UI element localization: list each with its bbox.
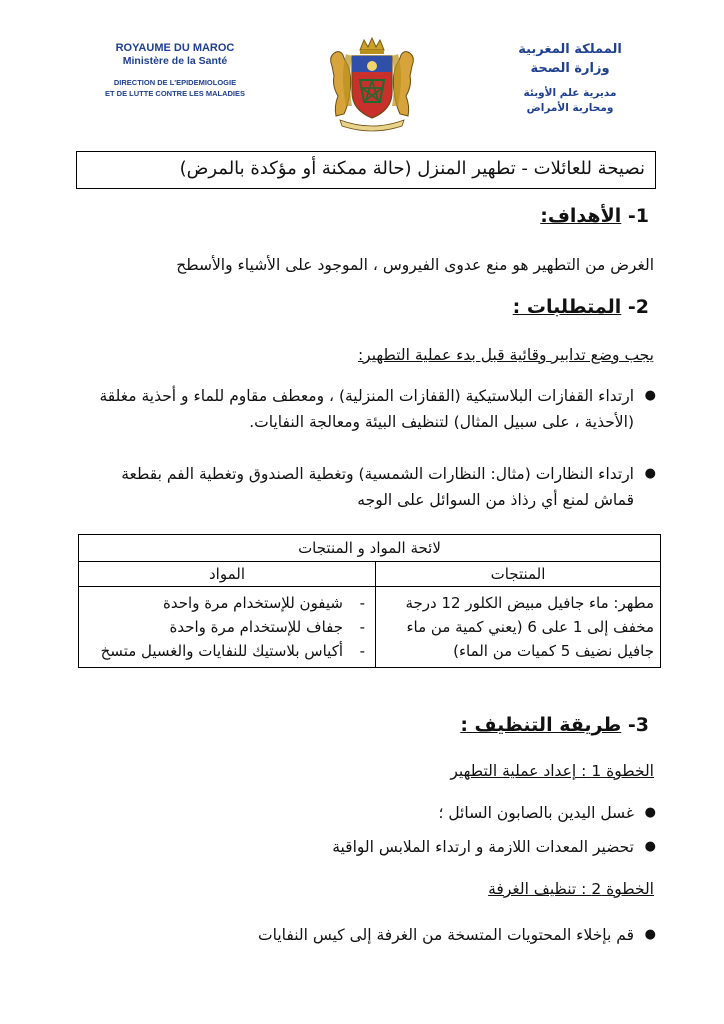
header-fr-direction-2: ET DE LUTTE CONTRE LES MALADIES (104, 89, 245, 98)
bullet-icon: ● (644, 466, 656, 481)
table-header-products: المنتجات (376, 562, 661, 587)
table-cell-materials (79, 587, 376, 668)
section-1-number: 1- (627, 205, 649, 227)
header-ar-direction-1: مديرية علم الأوبئة (523, 87, 617, 99)
section-3-title: طريقة التنظيف : (460, 714, 622, 736)
bullet-text: غسل اليدين بالصابون السائل ؛ (438, 804, 634, 822)
list-item (80, 922, 658, 948)
list-item (80, 800, 658, 826)
bullet-icon: ● (644, 927, 656, 942)
bullet-text: ارتداء القفازات البلاستيكية (القفازات المنزلية) ، ومعطف مقاوم للماء و أحذية مغلقة (الأحذية ، على سبيل المثال) لتنظيف البيئة ومعالجة النفايات. (99, 387, 634, 431)
section-1-heading (540, 205, 649, 227)
section-1-text: الغرض من التطهير هو منع عدوى الفيروس ، الموجود على الأشياء والأسطح (176, 256, 654, 274)
section-2-number: 2- (627, 296, 649, 318)
bullet-icon: ● (644, 388, 656, 403)
header-french (80, 42, 270, 99)
material-item: شيفون للإستخدام مرة واحدة (163, 594, 343, 612)
material-item: جفاف للإستخدام مرة واحدة (169, 618, 343, 636)
list-item (80, 834, 658, 860)
materials-products-table (78, 534, 661, 668)
list-item (80, 383, 658, 435)
bullet-text: تحضير المعدات اللازمة و ارتداء الملابس الواقية (332, 838, 634, 856)
header-fr-ministry: Ministère de la Santé (122, 55, 228, 67)
header-arabic (500, 40, 640, 116)
table-title: لائحة المواد و المنتجات (79, 535, 661, 562)
table-row (85, 615, 369, 639)
table-cell-products: مطهر: ماء جافيل مبيض الكلور 12 درجة مخفف إلى 1 على 6 (يعني كمية من ماء جافيل نضيف 5 كميات من الماء) (376, 587, 661, 668)
document-title-box (76, 151, 656, 189)
header-ar-ministry: وزارة الصحة (530, 61, 610, 76)
section-2-heading (513, 296, 649, 318)
dash-marker: - (359, 594, 365, 612)
dash-marker: - (359, 642, 365, 660)
header-ar-direction-2: ومحاربة الأمراض (526, 102, 614, 114)
bullet-text: قم بإخلاء المحتويات المتسخة من الغرفة إلى كيس النفايات (258, 926, 634, 944)
table-row (85, 639, 369, 663)
section-3-heading (460, 714, 649, 736)
list-item (80, 461, 658, 513)
section-2-title: المتطلبات : (512, 296, 622, 318)
header-ar-kingdom: المملكة المغربية (518, 42, 622, 57)
table-header-materials: المواد (79, 562, 376, 587)
step-2-title: الخطوة 2 : تنظيف الغرفة (488, 880, 654, 898)
section-2-intro: يجب وضع تدابير وقائية قبل بدء عملية التطهير: (357, 346, 654, 364)
bullet-text: ارتداء النظارات (مثال: النظارات الشمسية) وتغطية الصندوق وتغطية الفم بقطعة قماش لمنع أي رذاذ من السوائل على الوجه (121, 465, 634, 509)
material-item: أكياس بلاستيك للنفايات والغسيل متسخ (100, 642, 343, 660)
table-row (85, 591, 369, 615)
header-fr-direction-1: DIRECTION DE L'EPIDEMIOLOGIE (113, 78, 237, 87)
dash-marker: - (359, 618, 365, 636)
document-title: نصيحة للعائلات - تطهير المنزل (حالة ممكنة أو مؤكدة بالمرض) (179, 158, 645, 179)
step-1-title: الخطوة 1 : إعداد عملية التطهير (450, 762, 654, 780)
royal-coat-of-arms-icon (322, 36, 422, 134)
bullet-icon: ● (644, 805, 656, 820)
bullet-icon: ● (644, 839, 656, 854)
section-3-number: 3- (627, 714, 649, 736)
section-1-title: الأهداف: (540, 205, 622, 227)
header-fr-kingdom: ROYAUME DU MAROC (115, 42, 235, 54)
